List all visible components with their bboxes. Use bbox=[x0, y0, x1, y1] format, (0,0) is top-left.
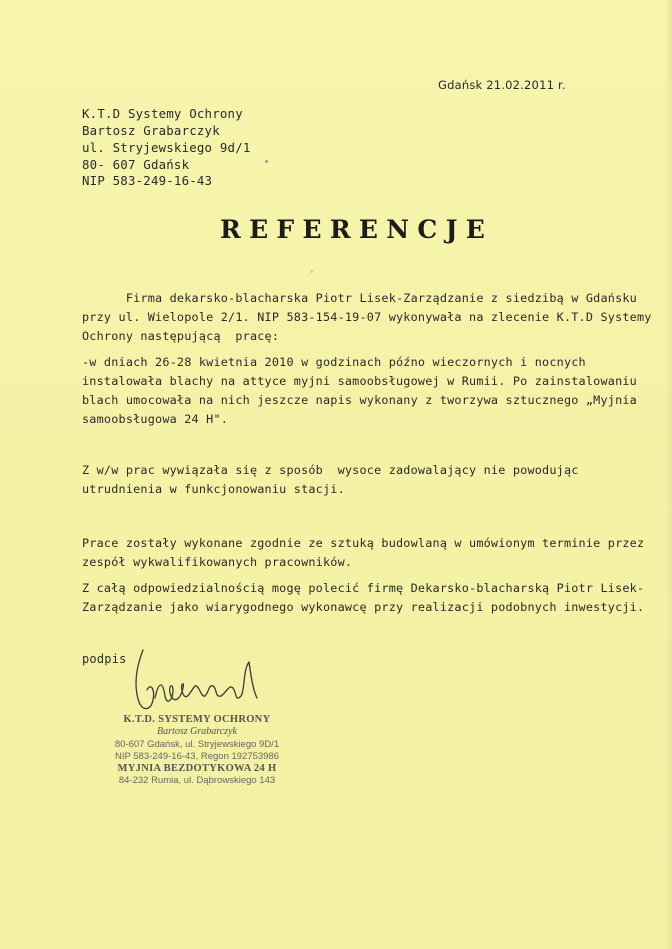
recipient-person: Bartosz Grabarczyk bbox=[82, 123, 220, 138]
stamp-carwash: MYJNIA BEZDOTYKOWA 24 H bbox=[117, 763, 277, 775]
recipient-nip: NIP 583-249-16-43 bbox=[82, 173, 213, 188]
recipient-company: K.T.D Systemy Ochrony bbox=[82, 106, 243, 121]
paper-speck bbox=[310, 270, 313, 273]
recipient-street: ul. Stryjewskiego 9d/1 bbox=[82, 140, 251, 155]
paper-speck bbox=[265, 160, 268, 163]
body-line: Firma dekarsko-blacharska Piotr Lisek-Zarządzanie z siedzibą w Gdańsku bbox=[82, 291, 637, 305]
body-line: Z w/w prac wywiązała się z sposób wysoce zadowalający nie powodując bbox=[82, 463, 579, 477]
body-line: -w dniach 26-28 kwietnia 2010 w godzinach późno wieczornych i nocnych bbox=[82, 355, 586, 369]
company-stamp bbox=[82, 714, 312, 788]
body-line: Prace zostały wykonane zgodnie ze sztuką budowlaną w umówionym terminie przez bbox=[82, 536, 645, 550]
handwritten-signature bbox=[125, 640, 275, 720]
stamp-carwash-address: 84-232 Rumia, ul. Dąbrowskiego 143 bbox=[118, 775, 276, 787]
stamp-company: K.T.D. SYSTEMY OCHRONY bbox=[123, 714, 271, 725]
recipient-city: 80- 607 Gdańsk bbox=[82, 157, 190, 172]
body-line: utrudnienia w funkcjonowaniu stacji. bbox=[82, 482, 345, 496]
document-title: REFERENCJE bbox=[220, 215, 494, 244]
signature-label: podpis bbox=[82, 652, 127, 666]
stamp-address: 80-607 Gdańsk, ul. Stryjewskiego 9D/1 bbox=[114, 738, 280, 750]
body-line: instalowała blachy na attyce myjni samoobsługowej w Rumii. Po zainstalowaniu bbox=[82, 374, 637, 388]
body-line: Ochrony następującą pracę: bbox=[82, 329, 280, 343]
body-line: Zarządzanie jako wiarygodnego wykonawcę przy realizacji podobnych inwestycji. bbox=[82, 600, 645, 614]
stamp-person: Bartosz Grabarczyk bbox=[157, 726, 237, 738]
stamp-nip-regon: NIP 583-249-16-43, Regon 192753986 bbox=[114, 750, 280, 762]
paper-edge bbox=[666, 0, 672, 949]
body-line: Z całą odpowiedzialnością mogę polecić firmę Dekarsko-blacharską Piotr Lisek- bbox=[82, 581, 645, 595]
body-line: przy ul. Wielopole 2/1. NIP 583-154-19-07 wykonywała na zlecenie K.T.D Systemy bbox=[82, 310, 652, 324]
document-date: Gdańsk 21.02.2011 r. bbox=[438, 78, 566, 92]
body-line: samoobsługowa 24 H". bbox=[82, 412, 229, 426]
body-line: zespół wykwalifikowanych pracowników. bbox=[82, 555, 353, 569]
body-line: blach umocowała na nich jeszcze napis wykonany z tworzywa sztucznego „Myjnia bbox=[82, 393, 637, 407]
